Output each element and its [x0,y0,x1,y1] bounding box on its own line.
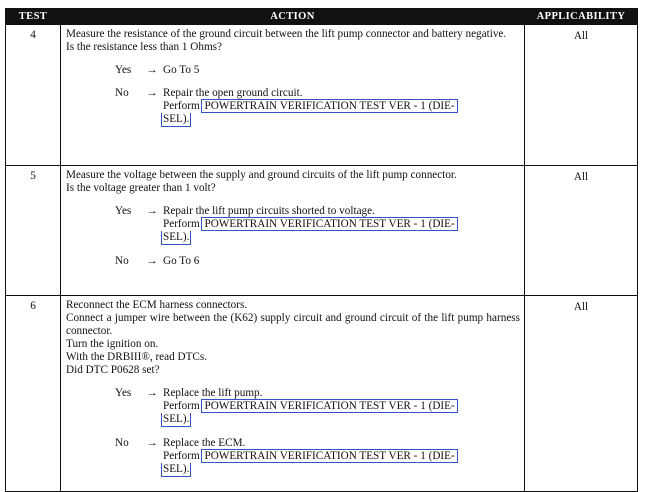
test-table [5,8,638,492]
header-action: ACTION [61,9,525,25]
arrow-icon: → [146,387,158,399]
no-response: No → Repair the open ground circuit. Perform POWERTRAIN VERIFICATION TEST VER - 1 (DIE- SEL). [115,87,520,127]
action-step: Turn the ignition on. [66,338,159,350]
action-step: Connect a jumper wire between the (K62) supply circuit and ground circuit of the lift pump harness connector. [66,312,520,337]
applicability-value: All [573,30,589,42]
action-step: Measure the voltage between the supply and ground circuits of the lift pump connector. [66,169,457,181]
yes-response: Yes → Go To 5 [115,64,200,76]
verification-test-link[interactable]: POWERTRAIN VERIFICATION TEST VER - 1 (DIE- [201,449,457,463]
table-header-row [6,9,638,25]
header-applicability: APPLICABILITY [525,9,638,25]
action-question: Is the voltage greater than 1 volt? [66,182,216,194]
table-row [6,166,638,296]
yes-response: Yes → Repair the lift pump circuits shorted to voltage. Perform POWERTRAIN VERIFICATION TEST VER - 1 (DIE- SEL). [115,205,520,245]
table-row [6,25,638,166]
yes-response: Yes → Replace the lift pump. Perform POWERTRAIN VERIFICATION TEST VER - 1 (DIE- SEL). [115,387,520,427]
no-response: No → Replace the ECM. Perform POWERTRAIN VERIFICATION TEST VER - 1 (DIE- SEL). [115,437,520,477]
applicability-value: All [573,171,589,183]
verification-test-link[interactable]: SEL). [163,413,190,425]
action-step: Reconnect the ECM harness connectors. [66,299,248,311]
test-number: 6 [30,300,36,312]
action-step: With the DRBIII®, read DTCs. [66,351,208,363]
arrow-icon: → [146,255,158,267]
verification-test-link[interactable]: SEL). [163,463,190,475]
verification-test-link[interactable]: POWERTRAIN VERIFICATION TEST VER - 1 (DIE- [201,217,457,231]
action-question: Is the resistance less than 1 Ohms? [66,41,222,53]
action-step: Measure the resistance of the ground circuit between the lift pump connector and battery negative. [66,28,507,40]
action-question: Did DTC P0628 set? [66,364,160,376]
arrow-icon: → [146,64,158,76]
test-number: 4 [30,29,36,41]
arrow-icon: → [146,205,158,217]
no-response: No → Go To 6 [115,255,200,267]
verification-test-link[interactable]: SEL). [163,231,190,243]
header-test: TEST [6,9,61,25]
test-number: 5 [30,170,36,182]
diagnostic-test-table [5,8,638,492]
verification-test-link[interactable]: POWERTRAIN VERIFICATION TEST VER - 1 (DIE- [201,399,457,413]
applicability-value: All [573,301,589,313]
verification-test-link[interactable]: SEL). [163,113,190,125]
verification-test-link[interactable]: POWERTRAIN VERIFICATION TEST VER - 1 (DIE- [201,99,457,113]
arrow-icon: → [146,87,158,99]
arrow-icon: → [146,437,158,449]
table-row [6,296,638,492]
